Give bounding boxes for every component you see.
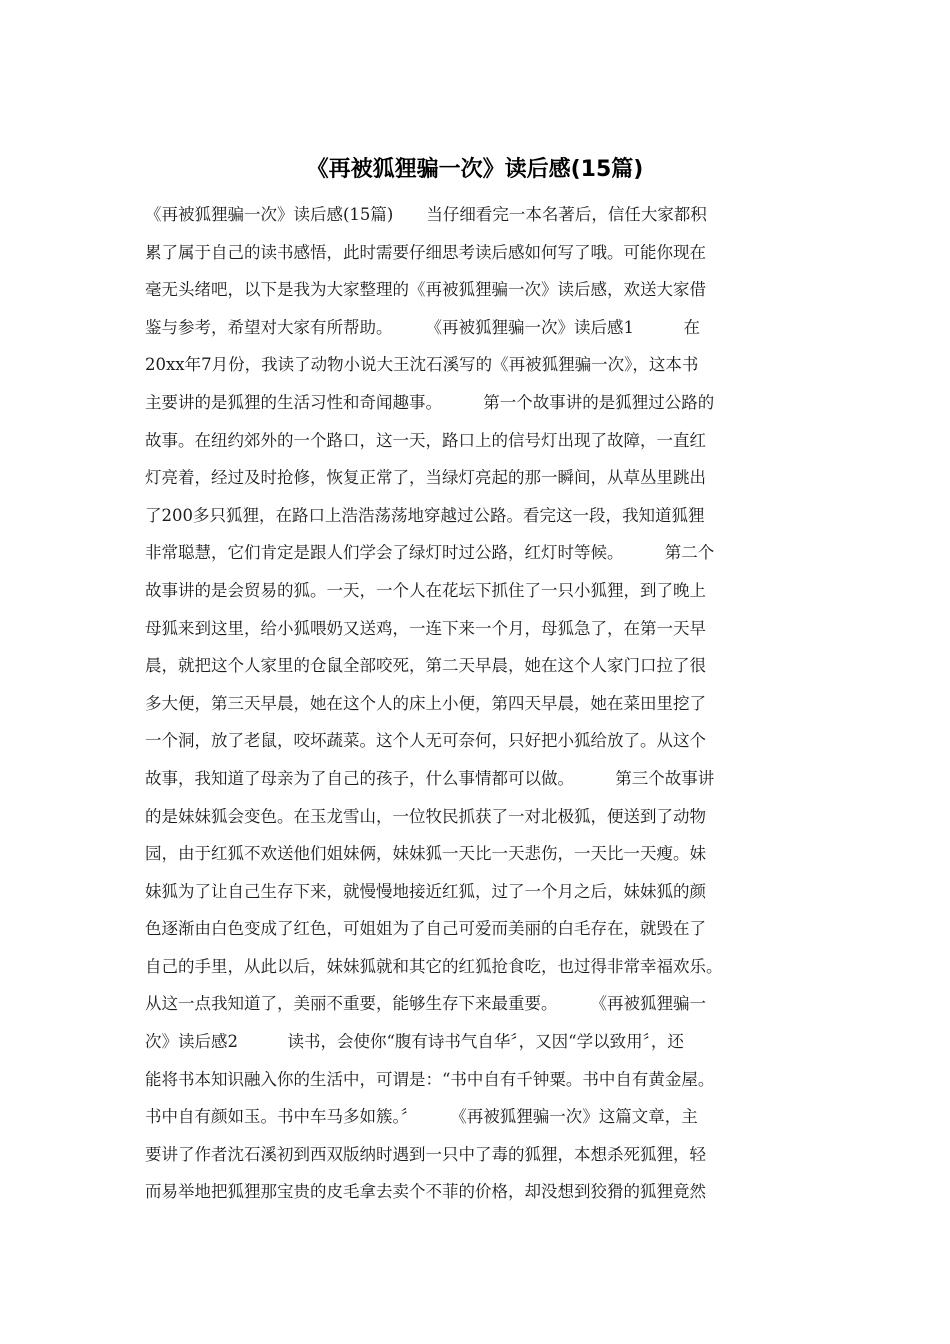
body-line: 次》读后感2 读书，会使你“腹有诗书气自华〞，又因“学以致用〞，还 [145,1032,684,1052]
body-line: 灯亮着，经过及时抢修，恢复正常了，当绿灯亮起的那一瞬间，从草丛里跳出 [145,468,706,488]
body-line: 色逐渐由白色变成了红色，可姐姐为了自己可爱而美丽的白毛存在，就毁在了 [145,919,706,939]
document-title: 《再被狐狸骗一次》读后感(15篇) [306,157,644,182]
body-line: 20xx年7月份，我读了动物小说大王沈石溪写的《再被狐狸骗一次》，这本书 [145,355,699,375]
body-line: 一个洞，放了老鼠，咬坏蔬菜。这个人无可奈何，只好把小狐给放了。从这个 [145,731,706,751]
document-body [145,196,825,1211]
body-line: 《再被狐狸骗一次》读后感(15篇) 当仔细看完一本名著后，信任大家都积 [145,205,707,224]
body-line: 妹狐为了让自己生存下来，就慢慢地接近红狐，过了一个月之后，妹妹狐的颜 [145,881,706,901]
body-line: 累了属于自己的读书感悟，此时需要仔细思考读后感如何写了哦。可能你现在 [145,242,706,262]
body-line: 晨，就把这个人家里的仓鼠全部咬死，第二天早晨，她在这个人家门口拉了很 [145,656,706,676]
body-line: 自己的手里，从此以后，妹妹狐就和其它的红狐抢食吃，也过得非常幸福欢乐。 [145,956,723,976]
body-line: 而易举地把狐狸那宝贵的皮毛拿去卖个不菲的价格，却没想到狡猾的狐狸竟然 [145,1182,706,1202]
body-line: 主要讲的是狐狸的生活习性和奇闻趣事。 第一个故事讲的是狐狸过公路的 [145,392,715,412]
body-line: 故事，我知道了母亲为了自己的孩子，什么事情都可以做。 第三个故事讲 [145,768,715,788]
body-line: 鉴与参考，希望对大家有所帮助。 《再被狐狸骗一次》读后感1 在 [145,317,700,337]
body-line: 园，由于红狐不欢送他们姐妹俩，妹妹狐一天比一天悲伤，一天比一天瘦。妹 [145,844,706,864]
body-line: 能将书本知识融入你的生活中，可谓是：“书中自有千钟粟。书中自有黄金屋。 [145,1069,715,1089]
body-line: 的是妹妹狐会变色。在玉龙雪山，一位牧民抓获了一对北极狐，便送到了动物 [145,806,706,826]
body-line: 毫无头绪吧，以下是我为大家整理的《再被狐狸骗一次》读后感，欢送大家借 [145,280,706,300]
body-line: 从这一点我知道了，美丽不重要，能够生存下来最重要。 《再被狐狸骗一 [145,994,706,1014]
body-line: 多大便，第三天早晨，她在这个人的床上小便，第四天早晨，她在菜田里挖了 [145,693,706,713]
body-line: 要讲了作者沈石溪初到西双版纳时遇到一只中了毒的狐狸，本想杀死狐狸，轻 [145,1144,706,1164]
body-line: 书中自有颜如玉。书中车马多如簇。〞 《再被狐狸骗一次》这篇文章，主 [145,1107,698,1127]
body-line: 母狐来到这里，给小狐喂奶又送鸡，一连下来一个月，母狐急了，在第一天早 [145,618,706,638]
body-line: 了200多只狐狸，在路口上浩浩荡荡地穿越过公路。看完这一段，我知道狐狸 [145,505,705,525]
body-line: 非常聪慧，它们肯定是跟人们学会了绿灯时过公路，红灯时等候。 第二个 [145,543,715,563]
body-line: 故事。在纽约郊外的一个路口，这一天，路口上的信号灯出现了故障，一直红 [145,430,706,450]
body-line: 故事讲的是会贸易的狐。一天，一个人在花坛下抓住了一只小狐狸，到了晚上 [145,580,706,600]
